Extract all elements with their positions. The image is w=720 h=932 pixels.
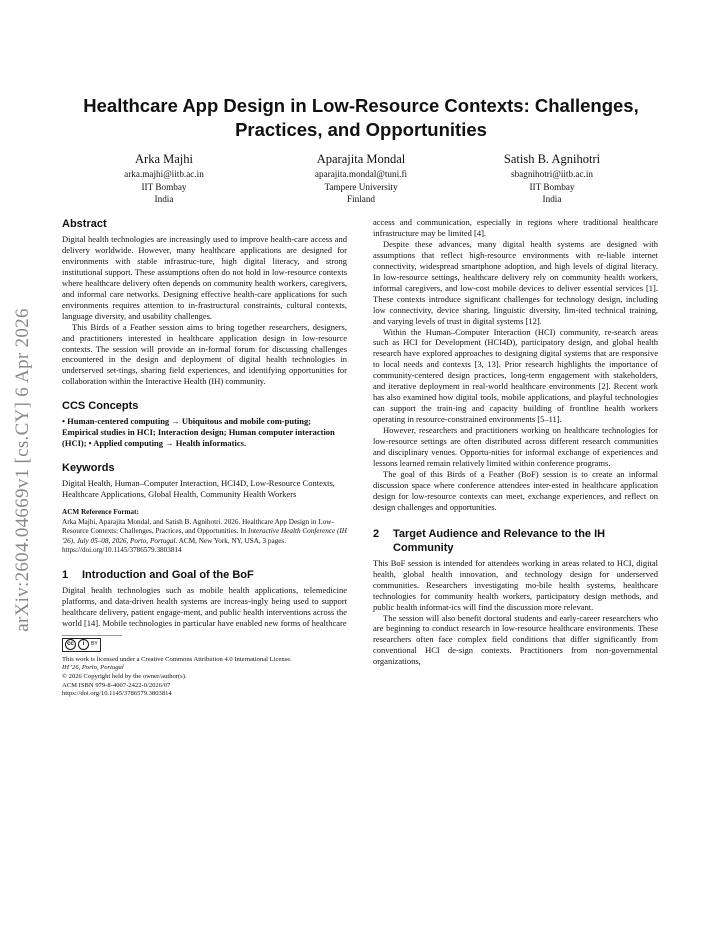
author-email[interactable]: arka.majhi@iitb.ac.in bbox=[124, 169, 204, 179]
venue-line: IH '26, Porto, Portugal bbox=[62, 664, 124, 672]
body-paragraph: The session will also benefit doctoral students and early-career researchers who are beginning to conduct research in low-resource healthcare environments. These researchers often face complex field conditions that differ significantly from conventional HCI de-sign contexts. Practitioners from non-governmental organizations, bbox=[373, 612, 658, 667]
copyright-footer bbox=[62, 656, 347, 699]
author-email[interactable]: sbagnihotri@iitb.ac.in bbox=[511, 169, 593, 179]
paper-title bbox=[62, 94, 660, 142]
body-paragraph: The goal of this Birds of a Feather (BoF) session is to create an informal discussion space where conference attendees inter-ested in healthcare application design for low-resource contexts can meet, exchange experiences, and reflect on design challenges and opportunities. bbox=[373, 468, 658, 512]
person-icon: i bbox=[78, 639, 89, 650]
abstract-heading: Abstract bbox=[62, 218, 107, 230]
author-name: Satish B. Agnihotri bbox=[503, 152, 601, 166]
title-line-2: Practices, and Opportunities bbox=[235, 119, 487, 140]
acm-reference bbox=[62, 508, 347, 556]
section-number: 2 bbox=[373, 527, 380, 540]
section-title bbox=[393, 527, 605, 555]
author-block bbox=[266, 151, 456, 206]
author-affiliation: IIT Bombay bbox=[529, 181, 575, 192]
arxiv-stamp: arXiv:2604.04669v1 [cs.CY] 6 Apr 2026 bbox=[12, 308, 33, 632]
author-affiliation: Tampere University bbox=[324, 181, 398, 192]
reference-heading: ACM Reference Format: bbox=[62, 508, 139, 517]
author-name: Aparajita Mondal bbox=[316, 152, 406, 166]
section-title-line: Target Audience and Relevance to the IH bbox=[393, 527, 606, 540]
ccs-text: • Human-centered computing → Ubiquitous and mobile com-puting; Empirical studies in HCI; Interaction design; Human computer interaction (HCI); • Applied computing → Health informatics. bbox=[62, 416, 335, 449]
body-paragraph: Within the Human–Computer Interaction (HCI) community, re-search areas such as HCI for Development (HCI4D), participatory design, and global health research have explored approaches to designing digital systems that are responsive to local needs and contexts [3, 13]. Prior research highlights the importance of community-centered design practices, long-term engagement with stakeholders, and iterative deployment in real-world healthcare environments [2]. Recent work has also examined how digital tools, mobile applications, and playful technologies can support the train-ing and capacity building of frontline health workers operating in resource-constrained environments [5–11]. bbox=[373, 326, 658, 425]
ccs-heading: CCS Concepts bbox=[62, 400, 139, 413]
author-country: India bbox=[542, 194, 562, 205]
left-column bbox=[62, 217, 347, 699]
cc-icon: cc bbox=[65, 639, 76, 650]
author-affiliation: IIT Bombay bbox=[141, 181, 187, 192]
author-name: Arka Majhi bbox=[135, 152, 193, 166]
author-block bbox=[69, 151, 259, 206]
cc-license-badge[interactable] bbox=[62, 638, 101, 652]
abstract-paragraph: Digital health technologies are increasingly used to improve health-care access and delivery worldwide. However, many healthcare applications are designed for environments with stable infrastruc-ture, high digital literacy, and strong institutional support. These assumptions often do not hold in low-resource contexts where healthcare delivery often depends on community health workers, caregivers, and informal care networks. Designing effective health-care applications for such environments requires attention to in-frastructural constraints, cultural contexts, language diversity, and usability challenges. bbox=[62, 234, 347, 321]
section-title: Introduction and Goal of the BoF bbox=[82, 569, 254, 582]
author-country: Finland bbox=[346, 194, 376, 205]
copyright-line: © 2026 Copyright held by the owner/author(s). bbox=[62, 673, 187, 681]
section-number: 1 bbox=[62, 569, 69, 582]
author-email[interactable]: aparajita.mondal@tuni.fi bbox=[314, 169, 408, 179]
title-line-1: Healthcare App Design in Low-Resource Contexts: Challenges, bbox=[83, 95, 639, 116]
isbn-line: ACM ISBN 979-8-4007-2422-0/2026/07 bbox=[62, 681, 171, 689]
body-paragraph: Digital health technologies such as mobile health applications, telemedicine platforms, and data-driven health systems are increas-ingly being used to support healthcare delivery, patient engage-ment, and public health interventions across the world [14]. Mobile technologies in particular have enabled new forms of healthcare bbox=[62, 585, 347, 628]
section-title-line: Community bbox=[393, 541, 454, 554]
section-heading bbox=[62, 568, 347, 582]
keywords-text: Digital Health, Human–Computer Interaction, HCI4D, Low-Resource Contexts, Healthcare Applications, Global Health, Community Health Workers bbox=[62, 478, 335, 500]
cc-by-label: BY bbox=[91, 641, 98, 648]
doi-link[interactable]: https://doi.org/10.1145/3786579.3803814 bbox=[62, 690, 172, 698]
license-line: This work is licensed under a Creative Commons Attribution 4.0 International License. bbox=[62, 655, 292, 663]
body-paragraph: This BoF session is intended for attendees working in areas related to HCI, digital health, global health innovation, and technology design for underserved communities. Researchers investigating mo-bile health systems, healthcare technologies for community health workers, participatory design methods, and public health informat-ics will find the discussion more relevant. bbox=[373, 557, 658, 612]
author-country: India bbox=[154, 194, 174, 205]
author-block bbox=[457, 151, 647, 206]
keywords-heading: Keywords bbox=[62, 462, 115, 475]
abstract-paragraph: This Birds of a Feather session aims to bring together researchers, designers, and practitioners interested in healthcare application design in low-resource contexts. The session will provide an in-formal forum for discussing challenges encountered in the design and deployment of digital health technologies in underserved set-tings, sharing field experiences, and identifying opportunities for collaboration within the Interactive Health (IH) community. bbox=[62, 321, 347, 387]
reference-venue: Interactive Health Conference (IH '26), July 05–08, 2026, Porto, Portugal. bbox=[62, 527, 347, 545]
right-column bbox=[373, 217, 658, 667]
body-paragraph: access and communication, especially in regions where traditional healthcare infrastructure may be limited [4]. bbox=[373, 217, 658, 238]
body-paragraph: Despite these advances, many digital health systems are designed with assumptions that reflect high-resource environments with re-liable internet connectivity, widespread smartphone adoption, and high levels of digital literacy. In low-resource settings, healthcare delivery rely on community health workers, informal caregivers, and low-cost mobile devices to deliver essential services [1]. These contexts introduce significant challenges for technology design, including low connectivity, device sharing, linguistic diversity, lim-ited technical training, and varying levels of trust in digital systems [12]. bbox=[373, 238, 658, 326]
reference-text[interactable]: ACM, New York, NY, USA, 3 pages. https://doi.org/10.1145/3786579.3803814 bbox=[62, 536, 287, 555]
reference-text: Arka Majhi, Aparajita Mondal, and Satish B. Agnihotri. 2026. Healthcare App Design in Low-Resource Contexts: Challenges, Practices, and Opportunities. In bbox=[62, 517, 334, 536]
section-heading bbox=[373, 527, 658, 555]
body-paragraph: However, researchers and practitioners working on healthcare technologies for low-resource settings are often distributed across different research communities and disciplinary venues. Opportu-nities for informal exchange of experiences and lessons learned remain relatively limited within conference programs. bbox=[373, 425, 658, 468]
footnote-rule bbox=[62, 635, 122, 636]
